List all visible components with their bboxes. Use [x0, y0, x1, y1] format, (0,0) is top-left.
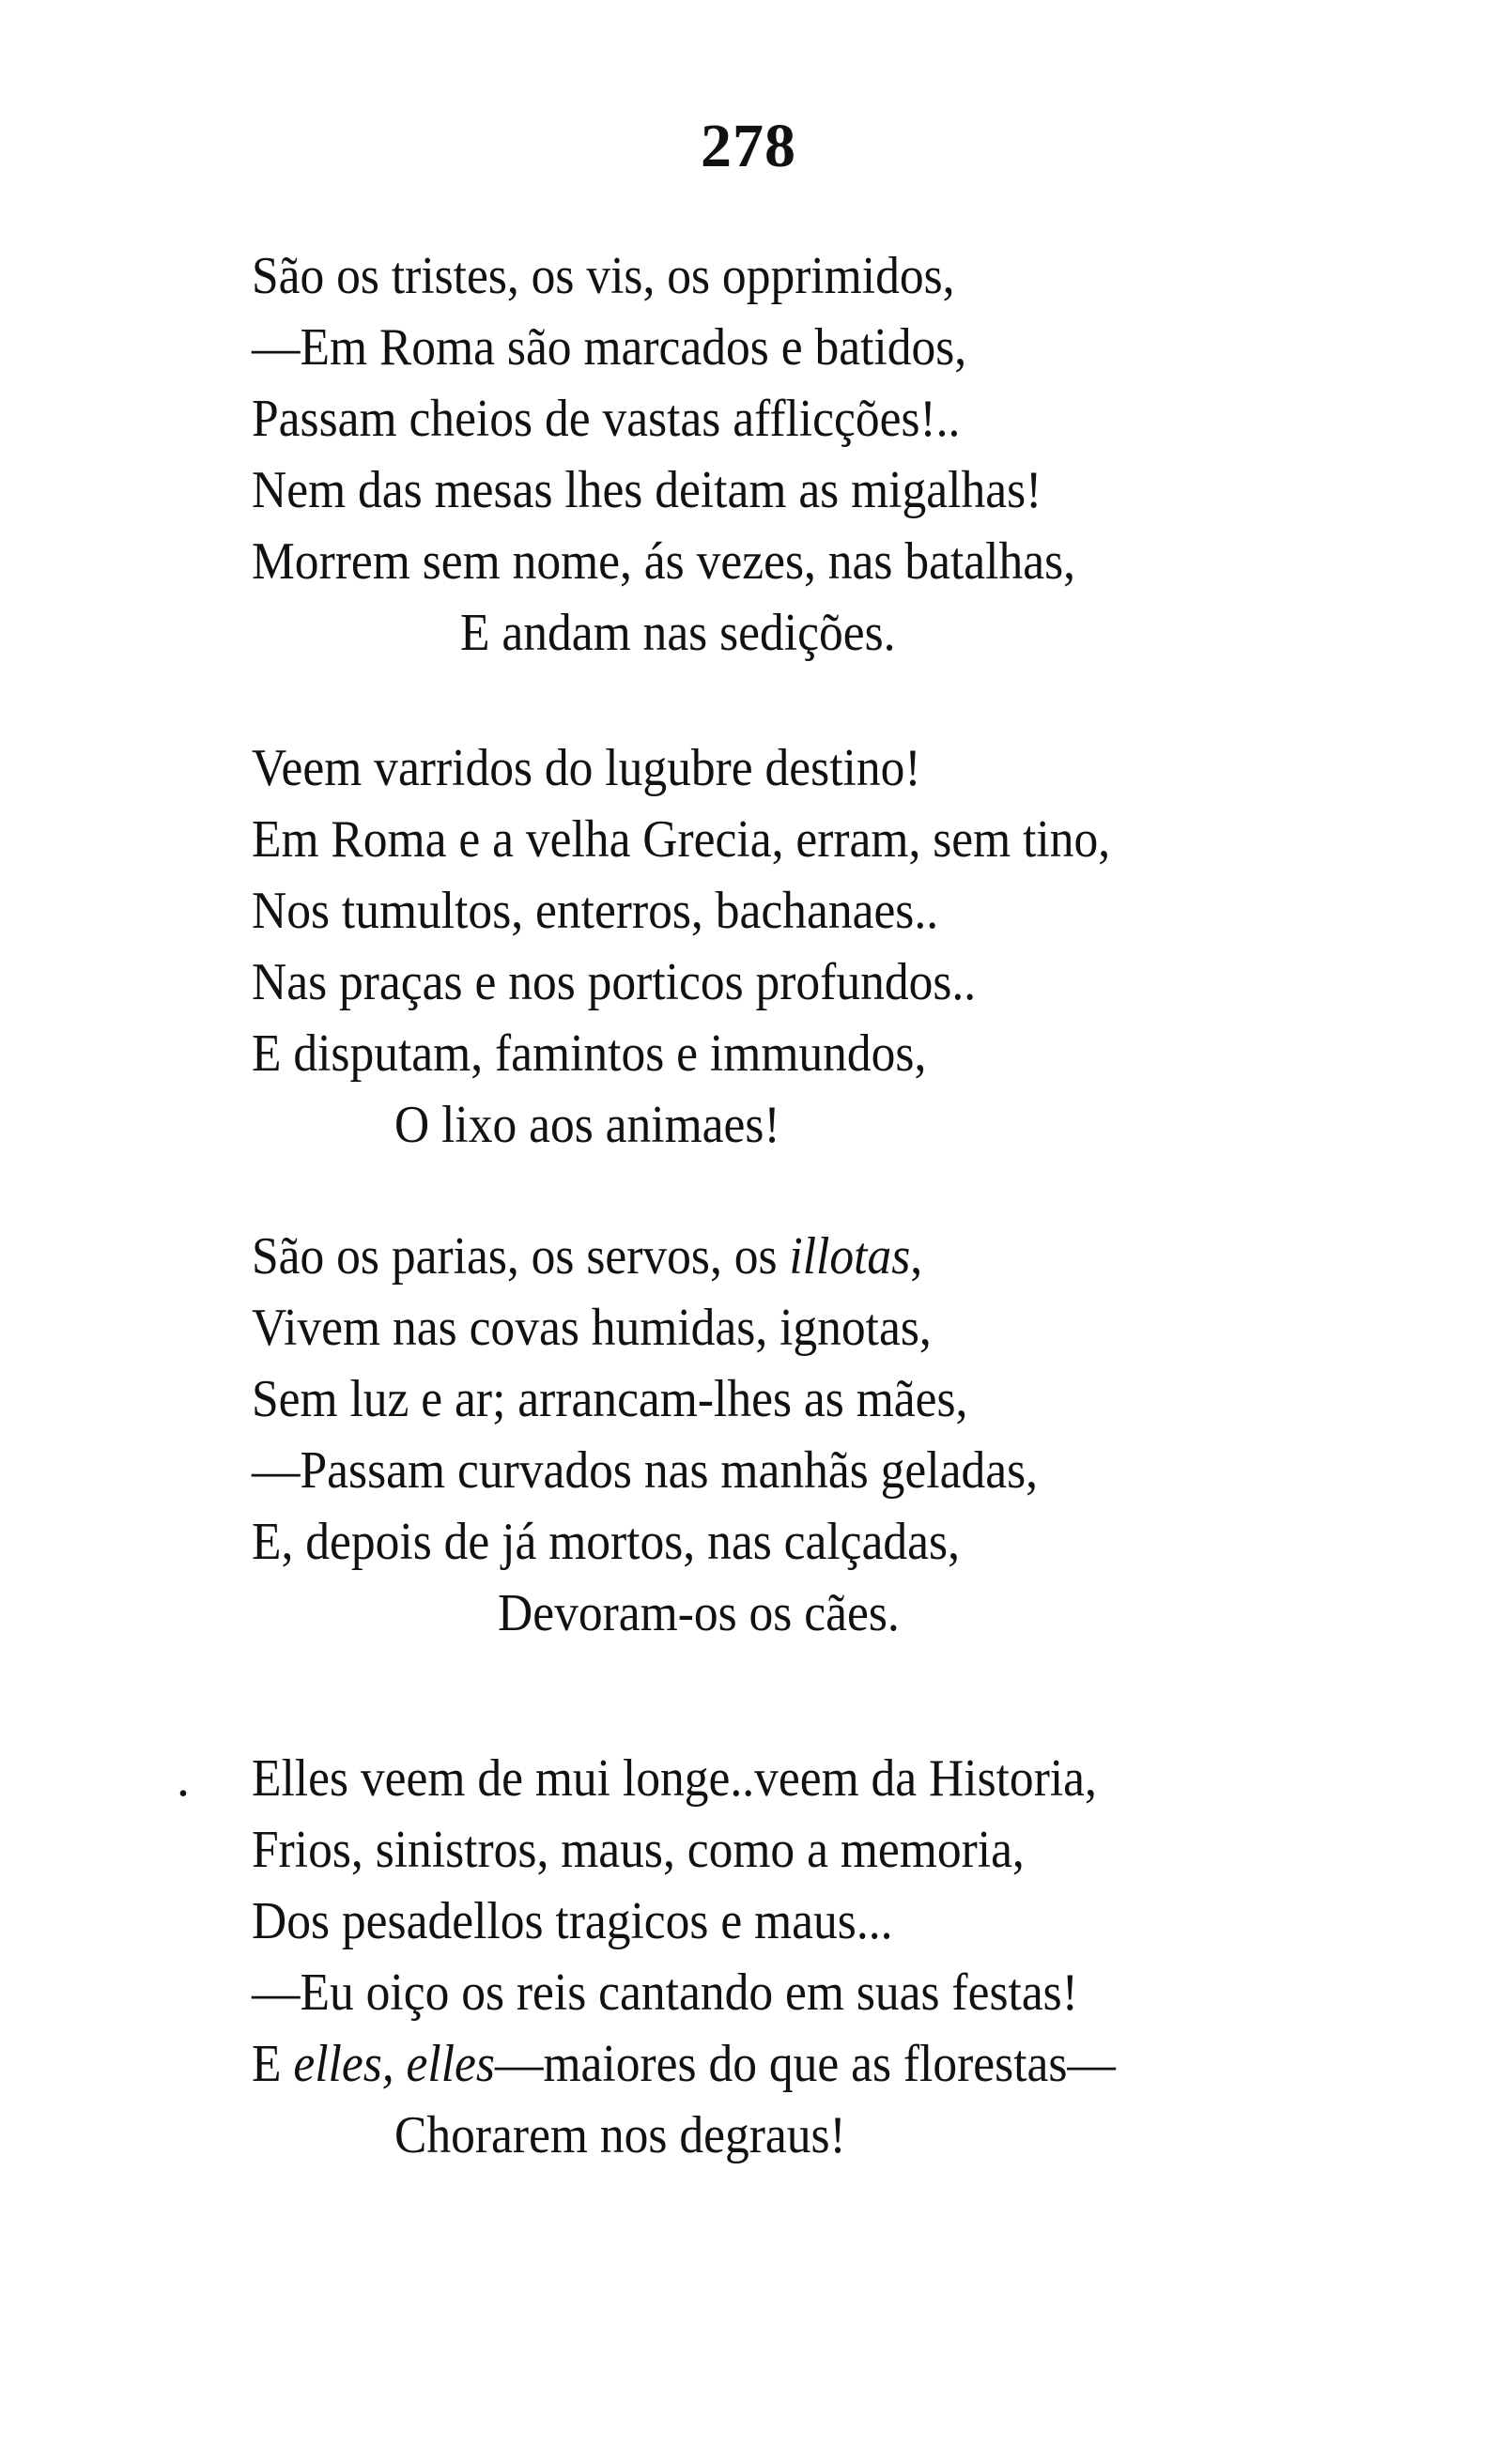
verse-line — [252, 1221, 1245, 1292]
verse-line: Nos tumultos, enterros, bachanaes.. — [252, 882, 939, 940]
stanza-3 — [252, 1221, 1332, 1649]
verse-line: —Eu oiço os reis cantando em suas festas! — [252, 1964, 1078, 2022]
verse-line — [252, 2028, 1245, 2100]
verse-line: Veem varridos do lugubre destino! — [252, 739, 921, 797]
verse-line-refrain: E andam nas sedições. — [460, 604, 896, 662]
verse-punctuation: , — [910, 1227, 923, 1286]
verse-line: Frios, sinistros, maus, como a memoria, — [252, 1821, 1025, 1879]
verse-italic-word: elles, elles — [293, 2035, 495, 2093]
stanza-2 — [252, 732, 1332, 1161]
verse-line: E disputam, famintos e immundos, — [252, 1024, 927, 1083]
verse-line: Elles veem de mui longe..veem da Historia, — [252, 1749, 1097, 1808]
verse-text: São os parias, os servos, os — [252, 1227, 778, 1286]
verse-line: Morrem sem nome, ás vezes, nas batalhas, — [252, 532, 1076, 591]
verse-italic-word: illotas — [789, 1227, 911, 1286]
verse-line: —Passam curvados nas manhãs geladas, — [252, 1441, 1038, 1500]
verse-text: E — [252, 2035, 282, 2093]
verse-line: Nas praças e nos porticos profundos.. — [252, 953, 977, 1011]
verse-line-refrain: O lixo aos animaes! — [394, 1096, 780, 1154]
verse-line: E, depois de já mortos, nas calçadas, — [252, 1513, 960, 1571]
verse-line-refrain: Chorarem nos degraus! — [394, 2106, 846, 2164]
verse-line: São os tristes, os vis, os opprimidos, — [252, 247, 955, 305]
stanza-4 — [252, 1743, 1332, 2171]
stanza-1 — [252, 240, 1332, 669]
verse-line: Vivem nas covas humidas, ignotas, — [252, 1299, 932, 1357]
verse-line: Em Roma e a velha Grecia, erram, sem tino, — [252, 810, 1111, 869]
verse-line: Sem luz e ar; arrancam-lhes as mães, — [252, 1370, 968, 1428]
page-number: 278 — [701, 112, 796, 180]
verse-text: —maiores do que as florestas— — [494, 2035, 1116, 2093]
verse-line: —Em Roma são marcados e batidos, — [252, 318, 967, 377]
verse-line: Passam cheios de vastas afflicções!.. — [252, 390, 961, 448]
margin-dot-mark: . — [177, 1749, 190, 1808]
verse-line: Nem das mesas lhes deitam as migalhas! — [252, 461, 1042, 519]
verse-line-refrain: Devoram-os os cães. — [498, 1584, 900, 1642]
verse-line: Dos pesadellos tragicos e maus... — [252, 1892, 893, 1950]
